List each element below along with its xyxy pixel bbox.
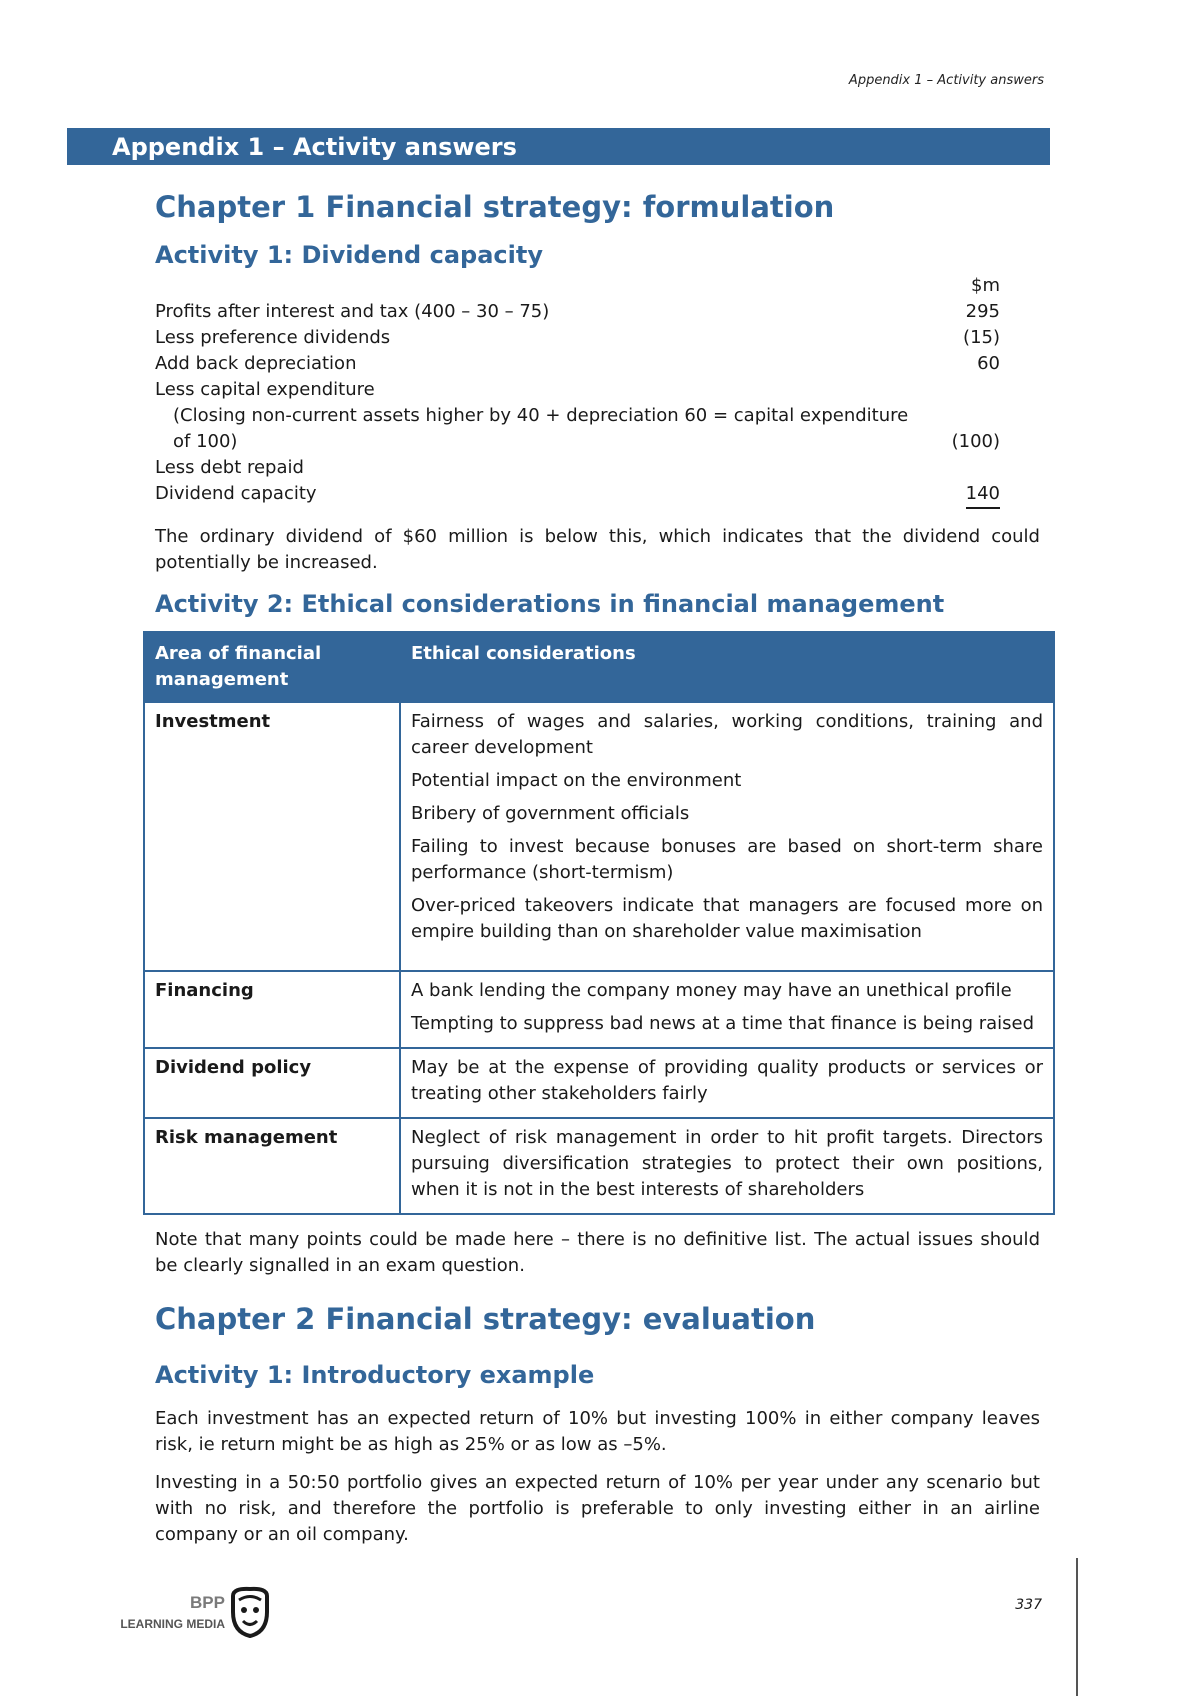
table-row [144,971,1054,1048]
table-row [144,702,1054,971]
calc-amount: (15) [963,327,1000,348]
chapter2-activity1-title: Activity 1: Introductory example [155,1361,595,1389]
calc-row [155,403,1040,429]
table-header-row [144,632,1054,702]
activity2-note-block [155,1227,1040,1279]
consideration-point: Potential impact on the environment [411,770,742,791]
calc-row [155,351,1040,377]
consideration-point: Tempting to suppress bad news at a time that finance is being raised [411,1013,1035,1034]
calc-row [155,299,1040,325]
calc-label: of 100) [173,431,238,452]
logo-text-top: BPP [190,1593,225,1612]
margin-rule [1076,1558,1078,1696]
calc-amount: (100) [951,431,1000,452]
calc-total-amount: 140 [966,481,1000,509]
calc-total-row [155,481,1040,507]
calc-row [155,429,1040,455]
considerations-cell [400,971,1054,1048]
chapter2-title: Chapter 2 Financial strategy: evaluation [155,1302,816,1336]
body-paragraph: Investing in a 50:50 portfolio gives an expected return of 10% per year under any scenario but with no risk, and therefore the portfolio is preferable to only investing either in an airline company or an oil company. [155,1472,1040,1545]
calc-row [155,377,1040,403]
consideration-point: A bank lending the company money may have an unethical profile [411,980,1012,1001]
area-cell: Financing [144,971,400,1048]
dividend-capacity-calculation [155,273,1040,507]
calc-label: (Closing non-current assets higher by 40 + depreciation 60 = capital expenditure [173,405,909,426]
table-row [144,1048,1054,1118]
unit-header: $m [971,275,1000,296]
table-row [144,1118,1054,1214]
owl-head-icon [233,1589,267,1636]
chapter1-heading-block [155,190,1040,224]
chapter2-heading-block [155,1302,1040,1336]
header-area: Area of financial management [144,632,400,702]
running-header: Appendix 1 – Activity answers [848,73,1044,88]
area-cell: Investment [144,702,400,971]
chapter1-title: Chapter 1 Financial strategy: formulation [155,190,835,224]
activity1-heading-block [155,241,1040,269]
considerations-cell [400,1048,1054,1118]
consideration-point: Over-priced takeovers indicate that managers are focused more on empire building than on shareholder value maximisation [411,895,1043,942]
consideration-point: Fairness of wages and salaries, working conditions, training and career development [411,711,1043,758]
calc-label: Less preference dividends [155,327,391,348]
bpp-learning-media-logo [120,1586,288,1638]
calc-label: Less capital expenditure [155,379,375,400]
body-paragraph: Each investment has an expected return of 10% but investing 100% in either company leaves risk, ie return might be as high as 25% or as low as –5%. [155,1408,1040,1455]
area-cell: Risk management [144,1118,400,1214]
consideration-point: Neglect of risk management in order to hit profit targets. Directors pursuing diversification strategies to protect their own positions, when it is not in the best interests of shareholders [411,1127,1043,1200]
logo-text-bottom: LEARNING MEDIA [120,1617,225,1631]
calc-label: Less debt repaid [155,457,304,478]
activity1-title: Activity 1: Dividend capacity [155,241,543,269]
page-number: 337 [1015,1597,1042,1613]
calc-label: Profits after interest and tax (400 – 30 – 75) [155,301,550,322]
activity2-title: Activity 2: Ethical considerations in financial management [155,590,945,618]
calc-label: Add back depreciation [155,353,357,374]
ethical-considerations-table [143,631,1055,1215]
calc-amount: 60 [977,353,1000,374]
calc-row [155,455,1040,481]
banner-title: Appendix 1 – Activity answers [112,133,517,161]
activity2-heading-block [155,590,1040,618]
activity2-note: Note that many points could be made here – there is no definitive list. The actual issues should be clearly signalled in an exam question. [155,1229,1040,1276]
activity1-conclusion-block [155,524,1040,576]
activity1-conclusion: The ordinary dividend of $60 million is below this, which indicates that the dividend could potentially be increased. [155,526,1040,573]
consideration-point: Failing to invest because bonuses are based on short-term share performance (short-termism) [411,836,1043,883]
header-considerations: Ethical considerations [400,632,1054,702]
consideration-point: Bribery of government officials [411,803,690,824]
calc-unit-row [155,273,1040,299]
calc-row [155,325,1040,351]
bpp-logo-graphic [120,1586,288,1638]
considerations-cell [400,702,1054,971]
chapter2-activity1-heading-block [155,1361,1040,1389]
considerations-cell [400,1118,1054,1214]
consideration-point: May be at the expense of providing quality products or services or treating other stakeholders fairly [411,1057,1043,1104]
calc-amount: 295 [965,301,1000,322]
appendix-banner [67,128,1050,165]
chapter2-activity1-body [155,1406,1040,1548]
calc-label: Dividend capacity [155,483,317,504]
area-cell: Dividend policy [144,1048,400,1118]
